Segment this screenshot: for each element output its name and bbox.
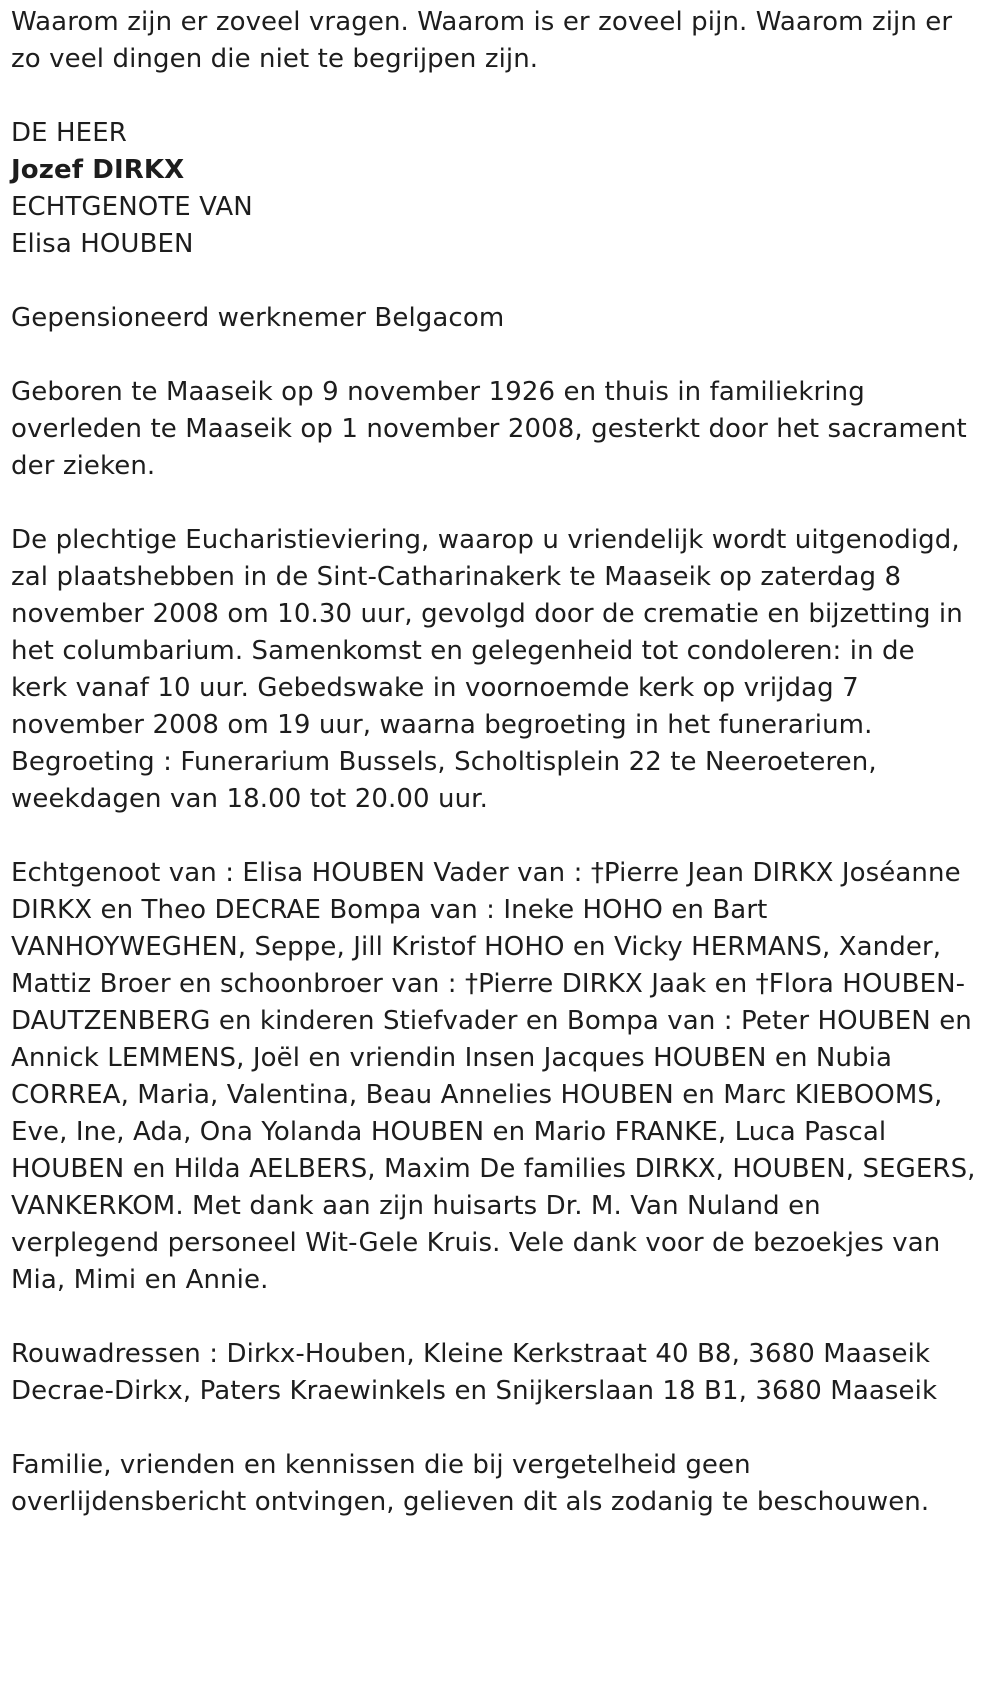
family-line: DAUTZENBERG en kinderen Stiefvader en Bompa van : Peter HOUBEN en xyxy=(11,1006,972,1036)
family-line: CORREA, Maria, Valentina, Beau Annelies HOUBEN en Marc KIEBOOMS, xyxy=(11,1080,943,1110)
ceremony-line: november 2008 om 19 uur, waarna begroeting in het funerarium. xyxy=(11,710,873,740)
birth-death-line: der zieken. xyxy=(11,451,156,481)
family-paragraph xyxy=(11,855,993,1299)
closing-line: overlijdensbericht ontvingen, gelieven dit als zodanig te beschouwen. xyxy=(11,1487,930,1517)
obituary-document xyxy=(11,4,993,1558)
birth-death-paragraph xyxy=(11,374,993,485)
family-line: VANHOYWEGHEN, Seppe, Jill Kristof HOHO en Vicky HERMANS, Xander, xyxy=(11,932,942,962)
address-line: Decrae-Dirkx, Paters Kraewinkels en Snijkerslaan 18 B1, 3680 Maaseik xyxy=(11,1376,938,1406)
intro-line: zo veel dingen die niet te begrijpen zijn. xyxy=(11,44,539,74)
ceremony-line: De plechtige Eucharistieviering, waarop u vriendelijk wordt uitgenodigd, xyxy=(11,525,960,555)
family-line: Mattiz Broer en schoonbroer van : †Pierre DIRKX Jaak en †Flora HOUBEN- xyxy=(11,969,966,999)
ceremony-line: kerk vanaf 10 uur. Gebedswake in voornoemde kerk op vrijdag 7 xyxy=(11,673,859,703)
intro-line: Waarom zijn er zoveel vragen. Waarom is er zoveel pijn. Waarom zijn er xyxy=(11,7,953,37)
ceremony-line: zal plaatshebben in de Sint-Catharinakerk te Maaseik op zaterdag 8 xyxy=(11,562,902,592)
birth-death-line: overleden te Maaseik op 1 november 2008, gesterkt door het sacrament xyxy=(11,414,967,444)
family-line: verplegend personeel Wit-Gele Kruis. Vele dank voor de bezoekjes van xyxy=(11,1228,941,1258)
ceremony-line: het columbarium. Samenkomst en gelegenheid tot condoleren: in de xyxy=(11,636,915,666)
ceremony-line: Begroeting : Funerarium Bussels, Scholtisplein 22 te Neeroeteren, xyxy=(11,747,877,777)
family-line: VANKERKOM. Met dank aan zijn huisarts Dr. M. Van Nuland en xyxy=(11,1191,821,1221)
intro-paragraph xyxy=(11,4,993,78)
family-line: Annick LEMMENS, Joël en vriendin Insen Jacques HOUBEN en Nubia xyxy=(11,1043,892,1073)
ceremony-paragraph xyxy=(11,522,993,818)
addresses-paragraph xyxy=(11,1336,993,1410)
deceased-name: Jozef DIRKX xyxy=(11,155,185,185)
occupation-text: Gepensioneerd werknemer Belgacom xyxy=(11,303,505,333)
ceremony-line: november 2008 om 10.30 uur, gevolgd door de crematie en bijzetting in xyxy=(11,599,963,629)
family-line: DIRKX en Theo DECRAE Bompa van : Ineke HOHO en Bart xyxy=(11,895,768,925)
closing-paragraph xyxy=(11,1447,993,1521)
spouse-name: Elisa HOUBEN xyxy=(11,229,194,259)
family-line: Echtgenoot van : Elisa HOUBEN Vader van : †Pierre Jean DIRKX Joséanne xyxy=(11,858,961,888)
deceased-block xyxy=(11,115,993,263)
relation-label: ECHTGENOTE VAN xyxy=(11,192,253,222)
closing-line: Familie, vrienden en kennissen die bij vergetelheid geen xyxy=(11,1450,751,1480)
deceased-title: DE HEER xyxy=(11,118,127,148)
birth-death-line: Geboren te Maaseik op 9 november 1926 en thuis in familiekring xyxy=(11,377,865,407)
occupation-paragraph xyxy=(11,300,993,337)
ceremony-line: weekdagen van 18.00 tot 20.00 uur. xyxy=(11,784,488,814)
family-line: HOUBEN en Hilda AELBERS, Maxim De families DIRKX, HOUBEN, SEGERS, xyxy=(11,1154,976,1184)
family-line: Mia, Mimi en Annie. xyxy=(11,1265,269,1295)
address-line: Rouwadressen : Dirkx-Houben, Kleine Kerkstraat 40 B8, 3680 Maaseik xyxy=(11,1339,931,1369)
family-line: Eve, Ine, Ada, Ona Yolanda HOUBEN en Mario FRANKE, Luca Pascal xyxy=(11,1117,887,1147)
